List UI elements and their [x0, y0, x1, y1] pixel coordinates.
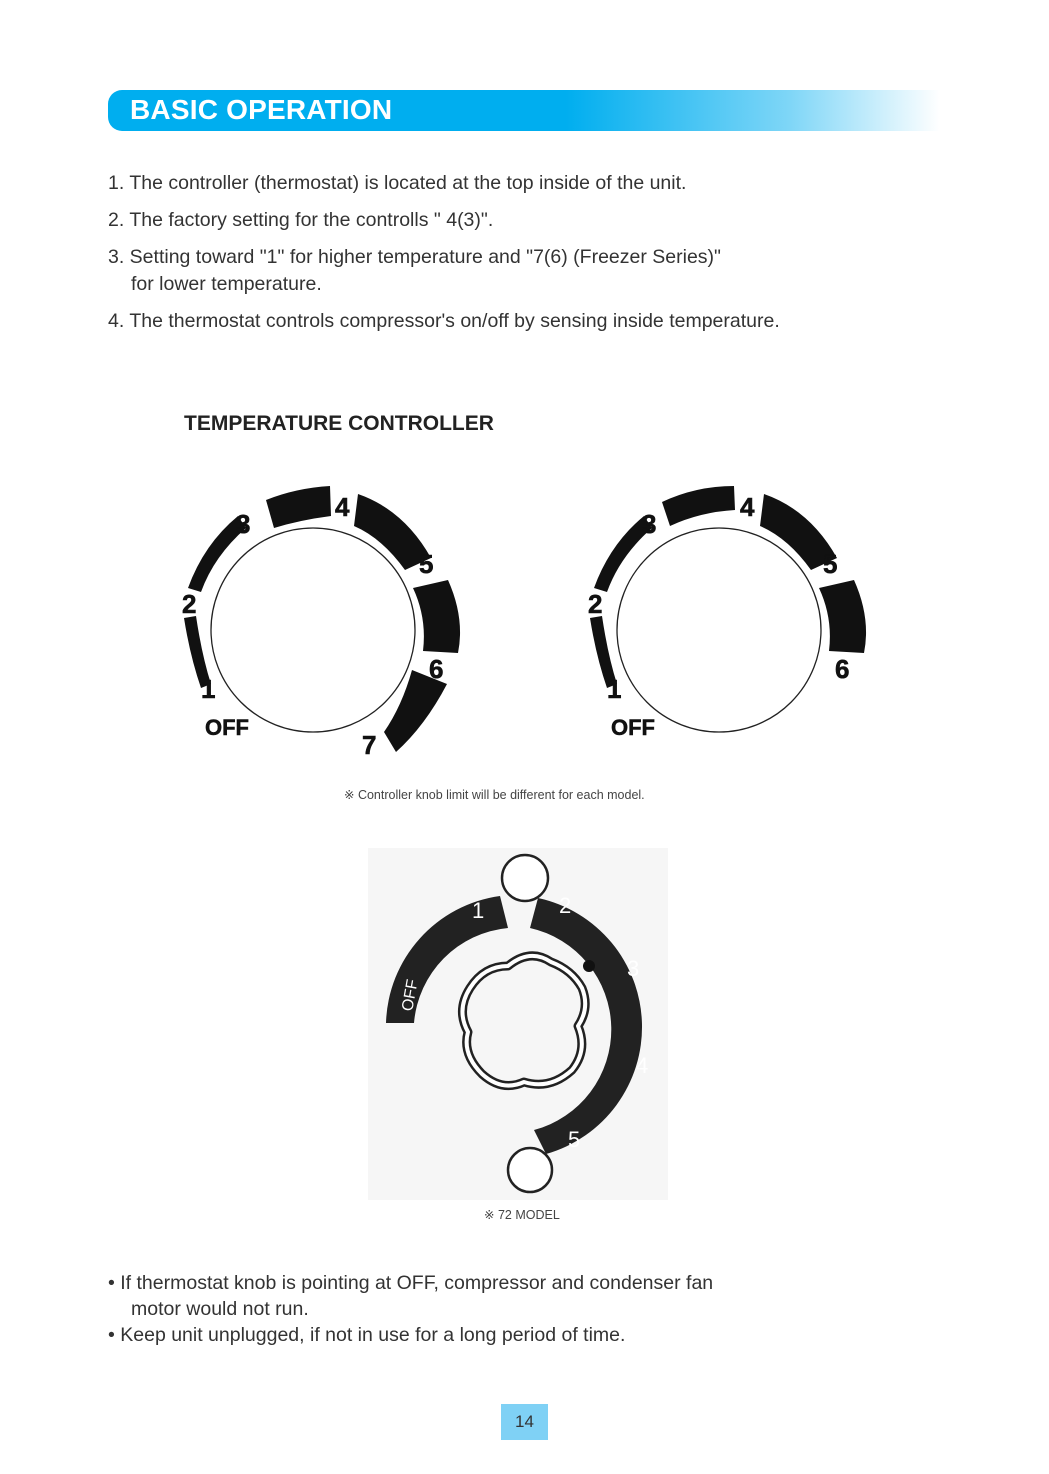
list-item: 1. The controller (thermostat) is located at the top inside of the unit.	[108, 172, 687, 194]
list-item: • Keep unit unplugged, if not in use for a long period of time.	[108, 1324, 626, 1346]
dial-right-label-1: 1	[607, 674, 622, 704]
knob-label-4: 4	[636, 1053, 649, 1078]
section-banner	[108, 90, 940, 131]
list-item: 2. The factory setting for the controlls " 4(3)".	[108, 209, 494, 231]
dial-left-label-6: 6	[429, 654, 444, 684]
dial-right-label-2: 2	[588, 589, 603, 619]
page-title: BASIC OPERATION	[130, 94, 393, 125]
list-item: 3. Setting toward "1" for higher temperature and "7(6) (Freezer Series)" for lower temperature.	[108, 246, 721, 295]
knob-limit-note: ※ Controller knob limit will be different for each model.	[344, 788, 645, 802]
dial-left-label-7: 7	[362, 730, 377, 760]
list-item: 4. The thermostat controls compressor's on/off by sensing inside temperature.	[108, 310, 780, 332]
dial-left-label-2: 2	[182, 589, 197, 619]
notes-list: • If thermostat knob is pointing at OFF, compressor and condenser fan motor would not run. • Keep unit unplugged, if not in use for a long period of time.	[108, 1270, 928, 1348]
dial-left-label-1: 1	[201, 674, 216, 704]
dial-left-label-3: 3	[236, 509, 251, 539]
dial-left-label-4: 4	[335, 492, 350, 522]
knob-72-model	[368, 848, 668, 1200]
list-item: • If thermostat knob is pointing at OFF, compressor and condenser fan	[108, 1272, 714, 1294]
controller-title: TEMPERATURE CONTROLLER	[184, 412, 494, 435]
knob-label-1: 1	[472, 898, 485, 923]
dial-left-label-5: 5	[419, 549, 434, 579]
page-number: 14	[501, 1404, 548, 1440]
dial-left	[170, 470, 480, 770]
instruction-list	[108, 170, 908, 345]
dial-right-label-6: 6	[835, 654, 850, 684]
dial-right-label-3: 3	[642, 509, 657, 539]
knob-label-2: 2	[559, 893, 572, 918]
knob-label-3: 3	[627, 956, 640, 981]
dial-right-label-5: 5	[823, 549, 838, 579]
dial-right	[576, 470, 886, 770]
dial-left-label-off: OFF	[205, 715, 249, 740]
knob-label-5: 5	[568, 1127, 581, 1152]
dial-right-label-off: OFF	[611, 715, 655, 740]
model-caption: ※ 72 MODEL	[484, 1208, 560, 1222]
knob-label-off: OFF	[399, 978, 422, 1013]
dial-right-label-4: 4	[740, 492, 755, 522]
